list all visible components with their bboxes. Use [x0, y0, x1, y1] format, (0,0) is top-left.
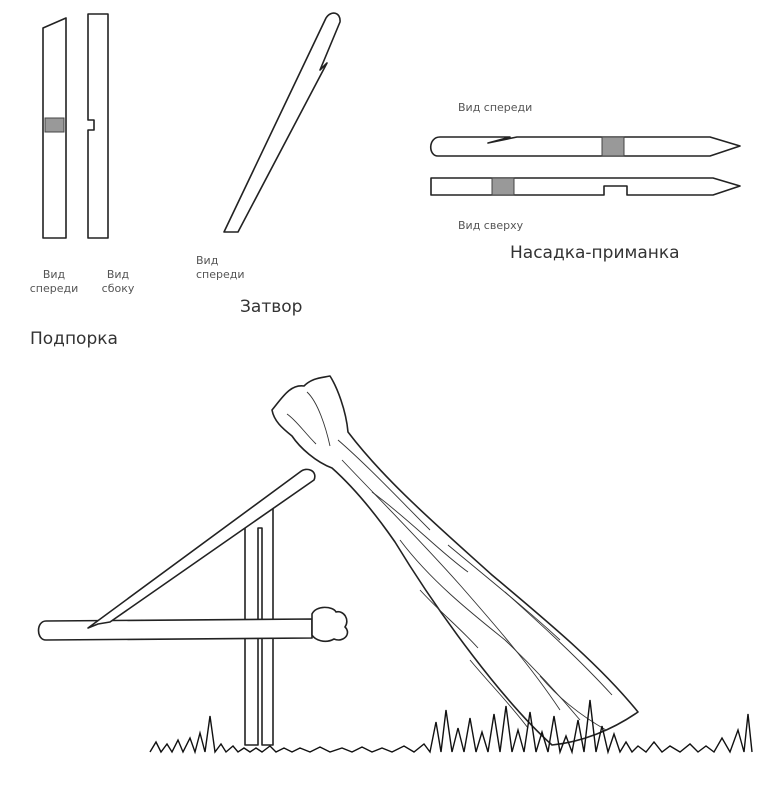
- bait-stick-top-view: [431, 178, 740, 195]
- prop-title: Подпорка: [30, 329, 118, 349]
- shutter-front-view-label-line1: Вид: [196, 254, 219, 267]
- shutter-stick-front-view: [224, 13, 340, 232]
- shutter-title: Затвор: [240, 297, 303, 317]
- log-press: [272, 376, 638, 745]
- assembled-shutter-stick: [88, 469, 315, 628]
- prop-front-view-label: [27, 268, 81, 296]
- bait-top-view-label: Вид сверху: [458, 219, 524, 232]
- bait-title: Насадка-приманка: [510, 243, 680, 263]
- prop-front-view-label-line2: спереди: [29, 282, 79, 295]
- prop-stick-side-view: [88, 14, 108, 238]
- prop-stick-front-view: [43, 18, 66, 238]
- prop-side-view-label-line1: Вид: [106, 268, 130, 281]
- bait-stick-front-view: [431, 137, 740, 156]
- prop-front-view-label-line1: Вид: [42, 268, 66, 281]
- shutter-front-view-label-line2: спереди: [196, 268, 245, 281]
- bait-front-view-label: Вид спереди: [458, 101, 533, 114]
- ground-grass: [150, 700, 752, 752]
- assembled-bait-stick: [39, 607, 348, 641]
- prop-side-view-label: [96, 268, 140, 296]
- shutter-front-view-label: [196, 254, 250, 282]
- prop-side-view-label-line2: сбоку: [101, 282, 135, 295]
